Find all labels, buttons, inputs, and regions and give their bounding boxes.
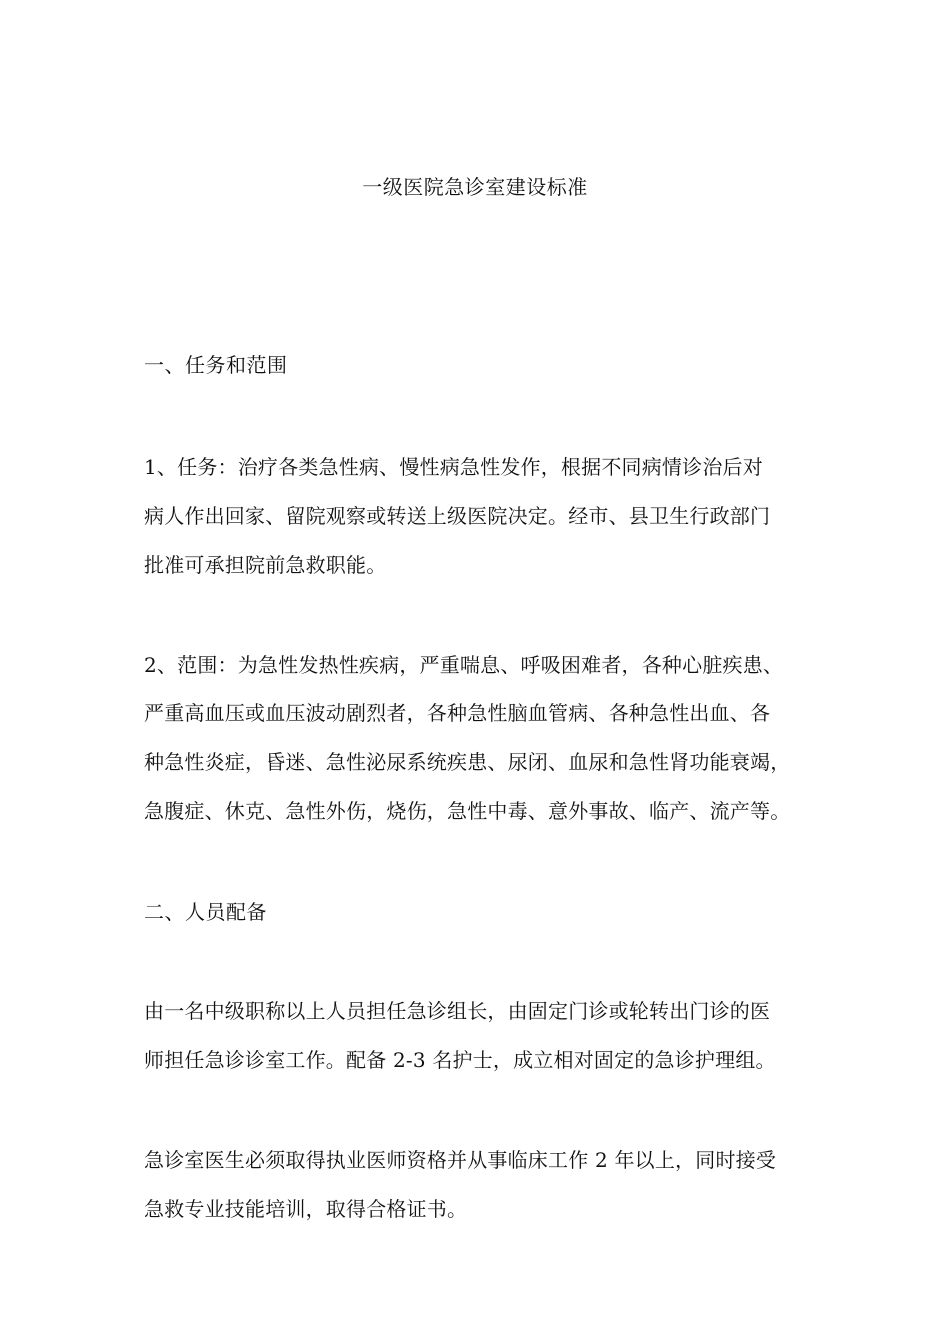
- paragraph-line: 种急性炎症，昏迷、急性泌尿系统疾患、尿闭、血尿和急性肾功能衰竭，: [144, 750, 791, 774]
- document-title: 一级医院急诊室建设标准: [362, 175, 588, 199]
- paragraph-line: 1、任务：治疗各类急性病、慢性病急性发作，根据不同病情诊治后对: [144, 455, 763, 479]
- section-heading-tasks-scope: 一、任务和范围: [144, 353, 288, 377]
- paragraph-line: 批准可承担院前急救职能。: [144, 553, 387, 577]
- section-heading-staffing: 二、人员配备: [144, 900, 267, 924]
- paragraph-line: 由一名中级职称以上人员担任急诊组长，由固定门诊或轮转出门诊的医: [144, 999, 771, 1023]
- paragraph-line: 急救专业技能培训，取得合格证书。: [144, 1197, 468, 1221]
- paragraph-line: 急诊室医生必须取得执业医师资格并从事临床工作 2 年以上，同时接受: [144, 1148, 777, 1172]
- paragraph-line: 2、范围：为急性发热性疾病，严重喘息、呼吸困难者，各种心脏疾患、: [144, 653, 784, 677]
- paragraph-line: 急腹症、休克、急性外伤，烧伤，急性中毒、意外事故、临产、流产等。: [144, 799, 791, 823]
- paragraph-line: 病人作出回家、留院观察或转送上级医院决定。经市、县卫生行政部门: [144, 504, 771, 528]
- paragraph-line: 师担任急诊诊室工作。配备 2-3 名护士，成立相对固定的急诊护理组。: [144, 1048, 776, 1072]
- paragraph-line: 严重高血压或血压波动剧烈者，各种急性脑血管病、各种急性出血、各: [144, 701, 771, 725]
